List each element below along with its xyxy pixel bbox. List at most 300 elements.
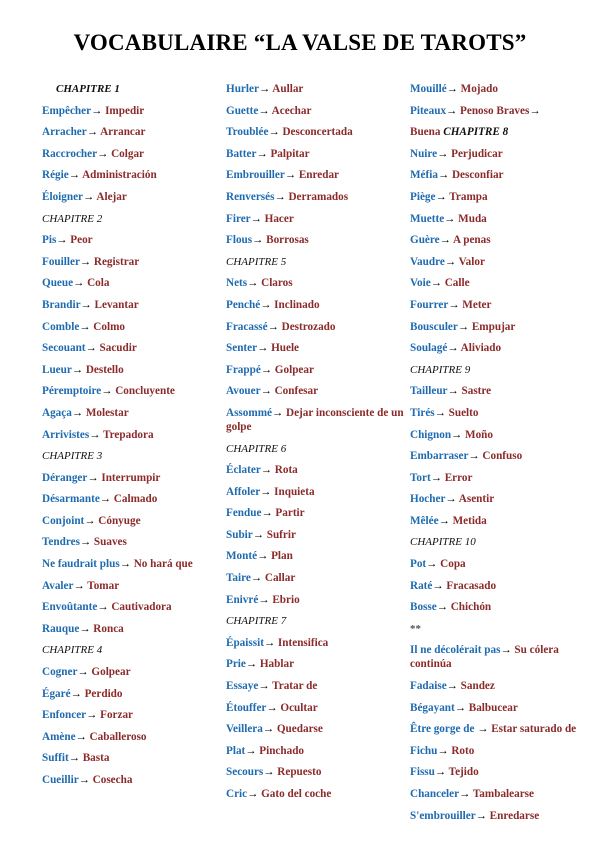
french-term: Fichu: [410, 744, 438, 757]
arrow-icon: →: [257, 342, 269, 355]
vocab-entry: [410, 744, 590, 758]
french-term: Cric: [226, 788, 248, 800]
spanish-term: Colmo: [90, 320, 125, 333]
vocab-entry: [226, 636, 404, 650]
vocab-entry: [410, 276, 590, 290]
vocab-entry: [42, 104, 222, 118]
arrow-icon: →: [437, 744, 449, 757]
spanish-term: Balbucear: [465, 701, 518, 714]
spanish-term: Tejido: [446, 766, 479, 779]
spanish-term: Cautivadora: [108, 601, 172, 614]
french-term: Guette: [226, 104, 259, 117]
french-term: Raté: [410, 579, 433, 592]
french-term: Mêlée: [410, 514, 439, 527]
vocab-entry: [410, 492, 590, 506]
french-term: Monté: [226, 550, 258, 563]
arrow-icon: →: [75, 730, 87, 743]
french-term: Cueillir: [42, 774, 79, 786]
vocab-entry: [42, 751, 222, 765]
chapter-heading: CHAPITRE 4: [42, 644, 103, 657]
spanish-term: Enredarse: [486, 809, 540, 822]
vocab-entry: [226, 593, 404, 607]
french-term: Bosse: [410, 601, 437, 614]
column-1: [42, 82, 222, 795]
french-term: Batter: [226, 147, 257, 160]
spanish-term: Dejar inconsciente de un golpe: [226, 406, 404, 433]
vocab-entry: [42, 687, 222, 701]
spanish-term: Fracasado: [443, 579, 497, 592]
arrow-icon: →: [247, 788, 259, 800]
spanish-term: Desconcertada: [279, 126, 353, 139]
column-2: [226, 82, 404, 809]
vocab-entry: [410, 765, 590, 779]
vocab-entry: [410, 255, 590, 269]
vocab-entry: [410, 579, 590, 593]
spanish-term: Suaves: [91, 536, 127, 549]
chapter-heading: CHAPITRE 7: [226, 615, 287, 628]
french-term: Chignon: [410, 428, 452, 441]
vocab-entry: [410, 514, 590, 528]
page-title: VOCABULAIRE “LA VALSE DE TAROTS”: [73, 30, 527, 55]
spanish-term: Rota: [271, 464, 298, 477]
arrow-icon: →: [258, 83, 271, 95]
vocab-entry: [410, 406, 590, 420]
french-term: Chanceler: [410, 788, 460, 800]
arrow-icon: →: [56, 234, 68, 247]
arrow-icon: →: [430, 277, 442, 290]
vocab-entry: [42, 579, 222, 593]
french-term: Renversés: [226, 190, 275, 203]
french-term: Avouer: [226, 385, 261, 398]
arrow-icon: →: [266, 701, 278, 714]
french-term: Amène: [42, 730, 76, 743]
spanish-term: Tomar: [84, 579, 120, 592]
arrow-icon: →: [85, 342, 97, 355]
vocab-entry: [42, 363, 222, 377]
spanish-term: Callar: [262, 572, 296, 585]
arrow-icon: →: [468, 450, 480, 463]
vocab-entry: [42, 276, 222, 290]
arrow-icon: →: [446, 83, 458, 95]
french-term: Tendres: [42, 536, 80, 549]
spanish-term: Acechar: [269, 104, 312, 117]
arrow-icon: →: [252, 528, 264, 541]
spanish-term: Pinchado: [256, 744, 305, 757]
vocab-entry: [226, 82, 404, 96]
vocab-entry: [226, 168, 404, 182]
arrow-icon: →: [261, 507, 273, 520]
vocab-entry: [42, 298, 222, 312]
spanish-term: No hará que: [130, 558, 193, 571]
vocab-entry: [410, 679, 590, 693]
arrow-icon: →: [263, 636, 276, 649]
vocab-entry: [42, 665, 222, 679]
spanish-term: Ocultar: [277, 701, 318, 714]
spanish-term: Peor: [67, 234, 93, 247]
vocab-entry: [226, 190, 404, 204]
vocab-entry: [226, 276, 404, 290]
vocab-entry: [410, 557, 590, 571]
arrow-icon: →: [78, 774, 90, 786]
arrow-icon: →: [101, 385, 113, 398]
french-term: Vaudre: [410, 255, 445, 268]
vocab-entry: [226, 212, 404, 226]
arrow-icon: →: [119, 558, 131, 571]
arrow-icon: →: [444, 255, 457, 268]
french-term: Nets: [226, 277, 248, 290]
french-term: Éclater: [226, 464, 261, 477]
spanish-term: Calmado: [110, 493, 158, 506]
vocab-entry: [226, 298, 404, 312]
spanish-term: Destrozado: [278, 320, 336, 333]
arrow-icon: →: [71, 363, 84, 376]
french-term: Subir: [226, 528, 253, 541]
spanish-term: Quedarse: [274, 723, 323, 736]
arrow-icon: →: [70, 687, 82, 700]
spanish-term: Claros: [258, 277, 293, 290]
arrow-icon: →: [529, 104, 541, 117]
vocab-entry: [42, 384, 222, 398]
vocab-entry: [226, 571, 404, 585]
french-term: Embarraser: [410, 450, 469, 463]
french-term: Enfoncer: [42, 709, 87, 722]
spanish-term: Molestar: [83, 406, 129, 419]
arrow-icon: →: [284, 169, 297, 182]
french-term: Égaré: [42, 687, 71, 700]
chapter-heading: CHAPITRE 8: [443, 126, 509, 139]
arrow-icon: →: [97, 147, 109, 160]
arrow-icon: →: [274, 190, 286, 203]
chapter-heading: CHAPITRE 2: [42, 212, 103, 225]
spanish-term: Cosecha: [89, 774, 133, 786]
french-term: Lueur: [42, 363, 72, 376]
vocab-entry: [42, 428, 222, 442]
french-term: Désarmante: [42, 493, 100, 506]
spanish-term: Tambalearse: [470, 788, 534, 800]
french-term: Frappé: [226, 363, 261, 376]
vocab-entry: [42, 773, 222, 787]
french-term: Tailleur: [410, 385, 448, 398]
french-term: Fadaise: [410, 680, 447, 693]
french-term: Éloigner: [42, 190, 84, 203]
french-term: Fracassé: [226, 320, 268, 333]
separator: **: [410, 622, 421, 635]
vocab-entry: [42, 406, 222, 420]
french-term: Piteaux: [410, 104, 447, 117]
vocab-entry: [42, 147, 222, 161]
arrow-icon: →: [79, 320, 91, 333]
spanish-term: Aliviado: [458, 342, 502, 355]
french-term: Embrouiller: [226, 169, 285, 182]
french-term: Hurler: [226, 83, 259, 95]
vocab-entry: [410, 125, 590, 139]
vocab-entry: [42, 125, 222, 139]
french-term: Tort: [410, 471, 431, 484]
vocab-entry: [226, 406, 404, 434]
spanish-term: Penoso Braves: [457, 104, 530, 117]
french-term: Plat: [226, 744, 246, 757]
french-term: Fouiller: [42, 255, 80, 268]
french-term: Tirés: [410, 406, 435, 419]
vocab-entry: [42, 622, 222, 636]
vocab-entry: [226, 104, 404, 118]
spanish-term: Repuesto: [274, 766, 322, 779]
vocab-entry: [410, 600, 590, 614]
arrow-icon: →: [477, 723, 489, 736]
spanish-term: Muda: [455, 212, 487, 225]
french-term: Ne faudrait plus: [42, 558, 120, 571]
vocab-entry: [410, 428, 590, 442]
arrow-icon: →: [444, 212, 456, 225]
spanish-term: Copa: [437, 558, 466, 571]
vocab-entry: [226, 463, 404, 477]
spanish-term: Enredar: [296, 169, 340, 182]
vocab-entry: [410, 341, 590, 355]
arrow-icon: →: [459, 788, 471, 800]
arrow-icon: →: [268, 126, 280, 139]
french-term: Veillera: [226, 723, 263, 736]
arrow-icon: →: [84, 514, 96, 527]
arrow-icon: →: [260, 464, 272, 477]
spanish-term: Gato del coche: [258, 788, 332, 800]
french-term: Essaye: [226, 680, 259, 693]
spanish-term: Concluyente: [112, 385, 175, 398]
arrow-icon: →: [446, 104, 458, 117]
spanish-term: Trampa: [446, 190, 488, 203]
french-term: Penché: [226, 298, 261, 311]
french-term: Déranger: [42, 471, 88, 484]
vocab-entry: [226, 320, 404, 334]
french-term: Arracher: [42, 126, 87, 139]
spanish-term: Cónyuge: [95, 514, 141, 527]
french-term: Senter: [226, 342, 258, 355]
arrow-icon: →: [258, 104, 270, 117]
vocab-entry: [226, 485, 404, 499]
vocab-entry: [42, 492, 222, 506]
arrow-icon: →: [447, 385, 459, 398]
french-term: Bousculer: [410, 320, 458, 333]
arrow-icon: →: [91, 104, 103, 117]
vocab-entry: [410, 298, 590, 312]
french-term: Troublée: [226, 126, 269, 139]
arrow-icon: →: [73, 277, 85, 290]
french-term: Piège: [410, 190, 436, 203]
spanish-term: Empujar: [469, 320, 516, 333]
arrow-icon: →: [245, 658, 258, 671]
vocab-entry: [42, 233, 222, 247]
french-term: Suffit: [42, 752, 69, 765]
french-term: Agaça: [42, 406, 72, 419]
spanish-term: Metida: [449, 514, 487, 527]
spanish-term: Roto: [448, 744, 475, 757]
arrow-icon: →: [71, 406, 84, 419]
arrow-icon: →: [446, 680, 458, 693]
arrow-icon: →: [87, 471, 99, 484]
chapter-heading: CHAPITRE 9: [410, 363, 471, 376]
arrow-icon: →: [434, 766, 447, 779]
spanish-term: Levantar: [91, 298, 139, 311]
arrow-icon: →: [263, 766, 275, 779]
spanish-term: Plan: [268, 550, 293, 563]
french-term: Secours: [226, 766, 264, 779]
vocab-entry: [410, 168, 590, 182]
arrow-icon: →: [447, 342, 459, 355]
arrow-icon: →: [272, 406, 284, 419]
spanish-term: Confesar: [271, 385, 319, 398]
spanish-term: Inquieta: [271, 485, 315, 498]
arrow-icon: →: [86, 709, 98, 722]
arrow-icon: →: [250, 572, 263, 585]
spanish-term: Meter: [459, 298, 492, 311]
vocab-entry: [226, 147, 404, 161]
french-term: Fourrer: [410, 298, 449, 311]
vocab-entry: [42, 708, 222, 722]
chapter-heading: CHAPITRE 3: [42, 450, 103, 463]
vocab-entry: [410, 449, 590, 463]
arrow-icon: →: [79, 536, 92, 549]
arrow-icon: →: [97, 601, 109, 614]
french-term: Péremptoire: [42, 385, 102, 398]
arrow-icon: →: [438, 514, 450, 527]
spanish-term: Golpear: [272, 363, 314, 376]
spanish-term: Desconfiar: [449, 169, 504, 182]
vocab-entry: [226, 125, 404, 139]
spanish-term: Colgar: [108, 147, 145, 160]
arrow-icon: →: [80, 298, 92, 311]
spanish-term: Ronca: [90, 622, 124, 635]
french-term: Pis: [42, 234, 57, 247]
arrow-icon: →: [252, 234, 264, 247]
vocab-entry: [226, 722, 404, 736]
spanish-term: Trepadora: [100, 428, 154, 441]
vocab-entry: [42, 341, 222, 355]
vocab-entry: [226, 528, 404, 542]
chapter-heading: CHAPITRE 1: [56, 83, 120, 95]
spanish-term: Cola: [84, 277, 110, 290]
spanish-term: Intensifica: [275, 636, 329, 649]
spanish-term: Alejar: [94, 190, 127, 203]
french-term: Méfia: [410, 169, 438, 182]
spanish-term: Golpear: [88, 666, 131, 679]
spanish-term: Estar saturado de: [488, 723, 577, 736]
french-term: Pot: [410, 558, 427, 571]
vocab-entry: [226, 657, 404, 671]
vocab-entry: [410, 212, 590, 226]
vocab-entry: [226, 363, 404, 377]
vocab-entry: [42, 190, 222, 204]
vocab-entry: [226, 384, 404, 398]
vocab-entry: [410, 82, 590, 96]
arrow-icon: →: [500, 644, 512, 657]
spanish-term: Palpitar: [267, 147, 310, 160]
vocab-entry: [410, 787, 590, 801]
arrow-icon: →: [258, 593, 270, 606]
spanish-term: Impedir: [102, 104, 145, 117]
vocab-entry: [410, 701, 590, 715]
spanish-term: Error: [441, 471, 473, 484]
arrow-icon: →: [451, 428, 463, 441]
spanish-term: Interrumpir: [98, 471, 161, 484]
arrow-icon: →: [437, 147, 449, 160]
arrow-icon: →: [262, 723, 275, 736]
spanish-term: Buena: [410, 126, 444, 139]
arrow-icon: →: [77, 666, 89, 679]
spanish-term: Sufrir: [263, 528, 296, 541]
arrow-icon: →: [250, 212, 262, 225]
spanish-term: Hacer: [261, 212, 294, 225]
arrow-icon: →: [73, 579, 85, 592]
french-term: Taire: [226, 572, 251, 585]
french-term: Fissu: [410, 766, 435, 779]
spanish-term: Hablar: [257, 658, 295, 671]
french-term: Voie: [410, 277, 431, 290]
french-term: Prie: [226, 658, 246, 671]
vocab-entry: [410, 722, 590, 736]
arrow-icon: →: [454, 701, 466, 714]
spanish-term: Borrosas: [263, 234, 309, 247]
spanish-term: Suelto: [445, 406, 479, 419]
chapter-heading: CHAPITRE 5: [226, 255, 287, 268]
vocab-entry: [42, 730, 222, 744]
french-term: Mouillé: [410, 83, 447, 95]
vocab-entry: [226, 341, 404, 355]
arrow-icon: →: [257, 550, 269, 563]
vocab-entry: [410, 809, 590, 823]
spanish-term: Caballeroso: [86, 730, 147, 743]
arrow-icon: →: [439, 234, 451, 247]
arrow-icon: →: [437, 169, 450, 182]
arrow-icon: →: [448, 298, 460, 311]
french-term: Cogner: [42, 666, 78, 679]
french-term: Soulagé: [410, 342, 448, 355]
vocab-entry: [42, 535, 222, 549]
arrow-icon: →: [86, 126, 98, 139]
french-term: Fendue: [226, 507, 262, 520]
vocab-entry: [410, 190, 590, 204]
french-term: Affoler: [226, 485, 261, 498]
vocab-entry: [42, 514, 222, 528]
spanish-term: Inclinado: [271, 298, 320, 311]
arrow-icon: →: [445, 493, 457, 506]
french-term: Enivré: [226, 593, 259, 606]
arrow-icon: →: [436, 601, 448, 614]
french-term: Muette: [410, 212, 445, 225]
vocab-entry: [226, 701, 404, 715]
vocab-entry: [410, 147, 590, 161]
spanish-term: Arrancar: [97, 126, 146, 139]
spanish-term: Forzar: [97, 709, 134, 722]
vocab-entry: [226, 787, 404, 801]
arrow-icon: →: [430, 471, 442, 484]
spanish-term: Chichón: [447, 601, 492, 614]
arrow-icon: →: [68, 169, 80, 182]
vocab-entry: [410, 320, 590, 334]
vocab-entry: [42, 255, 222, 269]
french-term: Régie: [42, 169, 69, 182]
arrow-icon: →: [256, 147, 268, 160]
arrow-icon: →: [435, 190, 447, 203]
vocab-entry: [410, 233, 590, 247]
vocab-entry: [42, 168, 222, 182]
spanish-term: Perjudicar: [448, 147, 503, 160]
french-term: Guère: [410, 234, 440, 247]
spanish-term: Derramados: [285, 190, 349, 203]
spanish-term: Sacudir: [96, 342, 137, 355]
chapter-heading: CHAPITRE 6: [226, 442, 287, 455]
french-term: Flous: [226, 234, 253, 247]
arrow-icon: →: [432, 579, 444, 592]
vocab-entry: [226, 765, 404, 779]
